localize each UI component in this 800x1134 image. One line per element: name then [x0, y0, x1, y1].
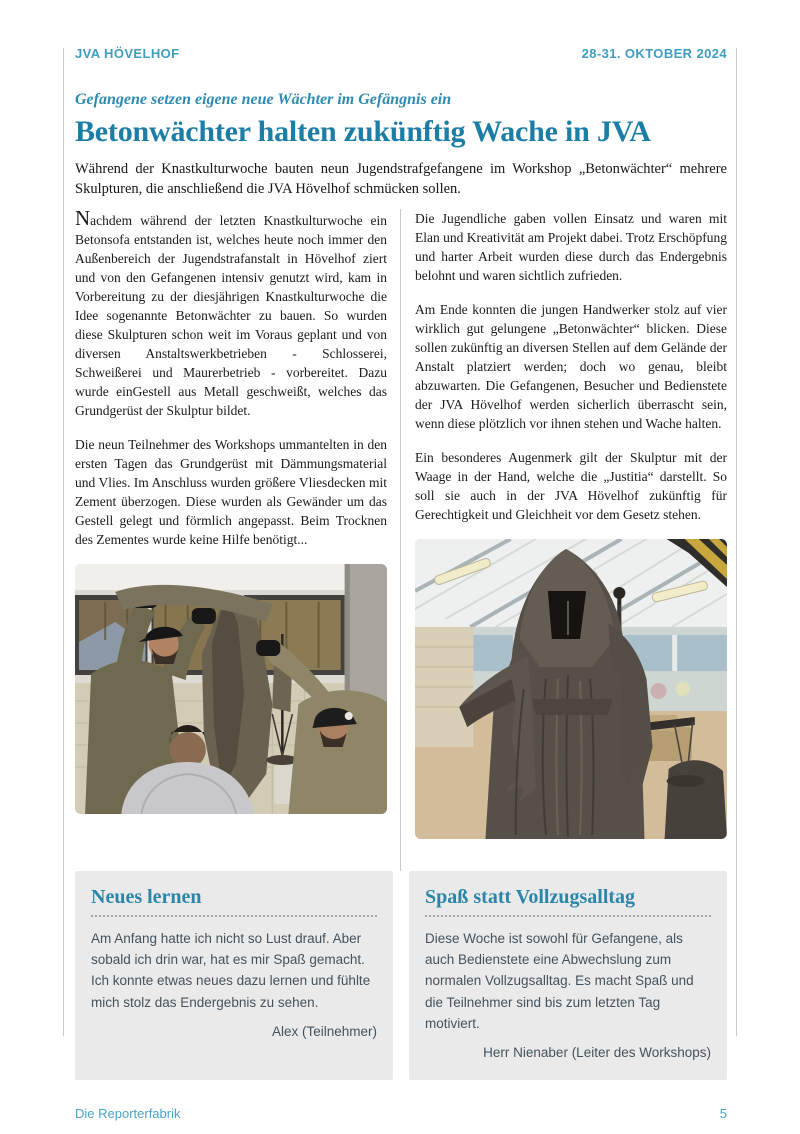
dotted-divider	[91, 915, 377, 917]
paragraph: Die neun Teilnehmer des Workshops ummantelten in den ersten Tagen das Grundgerüst mit Dämmungsmaterial und Vlies. Im Anschluss wurden größere Vliesdecken mit Zement überzogen. Diese wurden als Gewänder um das Gestell gelegt und förmlich angepasst. Beim Trocknen des Zementes wurde keine Hilfe benötigt...	[75, 436, 387, 547]
column-divider	[400, 209, 401, 871]
article-title: Betonwächter halten zukünftig Wache in JVA	[75, 115, 651, 148]
publication-name: JVA HÖVELHOF	[75, 46, 180, 61]
paragraph: Die Jugendliche gaben vollen Einsatz und waren mit Elan und Kreativität am Projekt dabei. Trotz Erschöpfung und harter Arbeit wurden diese durch das Endergebnis belohnt und waren sichtlich zufrieden.	[415, 210, 727, 283]
article-lede: Während der Knastkulturwoche bauten neun Jugendstrafgefangene im Workshop „Betonwächter“ mehrere Skulpturen, die anschließend die JVA Hövelhof schmücken sollen.	[75, 160, 727, 197]
masthead	[75, 46, 727, 61]
right-column	[415, 209, 727, 871]
quote-attribution: Herr Nienaber (Leiter des Workshops)	[483, 1045, 711, 1061]
page-footer	[75, 1106, 727, 1121]
article-body	[75, 209, 727, 871]
issue-date: 28-31. OKTOBER 2024	[581, 46, 727, 61]
kicker: Gefangene setzen eigene neue Wächter im Gefängnis ein	[75, 91, 452, 108]
quote-text: Am Anfang hatte ich nicht so Lust drauf. Aber sobald ich drin war, hat es mir Spaß gemacht. Ich konnte etwas neues dazu lernen und fühlte mich stolz das Endergebnis zu sehen.	[91, 930, 371, 1010]
workshop-photo	[75, 564, 387, 814]
quote-box-title: Neues lernen	[91, 885, 202, 908]
page-border-left	[63, 48, 64, 1036]
dotted-divider	[425, 915, 711, 917]
page-number: 5	[719, 1105, 727, 1121]
paragraph: Am Ende konnten die jungen Handwerker stolz auf vier wirklich gut gelungene „Betonwächter“ blicken. Diese sollen zukünftig an diversen Stellen auf dem Gelände der Anstalt platziert werden; doch wo genau, bleibt abzuwarten. Die Gefangenen, Besucher und Bedienstete der JVA Hövelhof werden sicherlich überrascht sein, wenn diese plötzlich vor ihnen stehen und Wache halten.	[415, 301, 727, 431]
left-column	[75, 209, 387, 871]
paragraph: Nachdem während der letzten Knastkulturwoche ein Betonsofa entstanden ist, welches heute noch immer den Außenbereich der Jugendstrafanstalt in Hövelhof ziert und von den Gefangenen intensiv genutzt wird, kam in Vorbereitung zu der diesjährigen Knastkulturwoche die Idee sogenannte Betonwächter zu bauen. So wurden diese Skulpturen schon weit im Voraus geplant und von diversen Anstaltswerkbetrieben - Schlosserei, Schweißerei und Maurerbetrieb - vorbereitet. Dazu wurde einGestell aus Metall geschweißt, welches das Grundgerüst der Skulptur bildet.	[75, 208, 387, 418]
paragraph: Ein besonderes Augenmerk gilt der Skulptur mit der Waage in der Hand, welche die „Justitia“ darstellt. So soll sie auch in der JVA Hövelhof zukünftig für Gerechtigkeit und Gleichheit vor dem Gesetz stehen.	[415, 449, 727, 522]
quote-text: Diese Woche ist sowohl für Gefangene, als auch Bedienstete eine Abwechslung zum normalen Vollzugsalltag. Es macht Spaß und die Teilnehmer sind bis zum letzten Tag motiviert.	[425, 930, 694, 1031]
quote-box-title: Spaß statt Vollzugsalltag	[425, 885, 636, 908]
sculpture-photo-illustration	[415, 539, 727, 839]
sculpture-photo	[415, 539, 727, 839]
workshop-photo-illustration	[75, 564, 387, 814]
quote-boxes	[75, 871, 727, 1080]
quote-attribution: Alex (Teilnehmer)	[271, 1023, 377, 1039]
quote-box-neues-lernen	[75, 871, 393, 1080]
quote-box-spass	[409, 871, 727, 1080]
publisher-name: Die Reporterfabrik	[75, 1105, 181, 1121]
page-border-right	[736, 48, 737, 1036]
